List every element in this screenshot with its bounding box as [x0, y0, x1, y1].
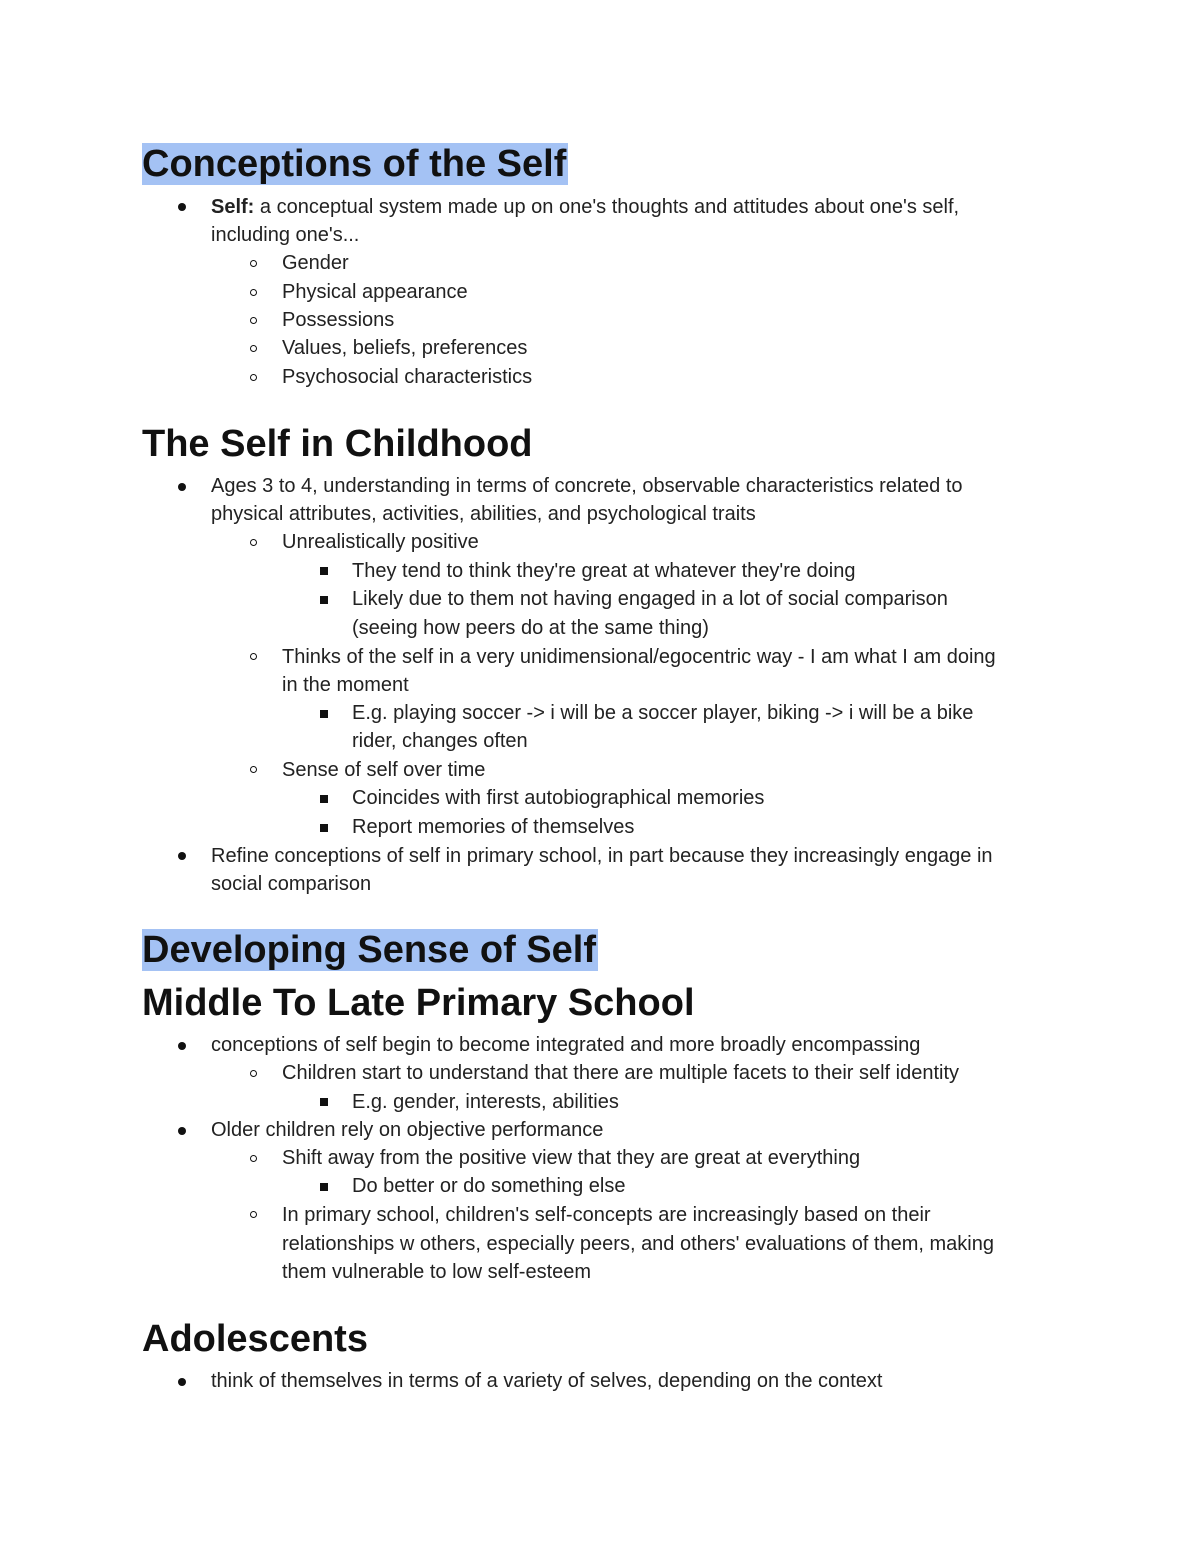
bullet-disc [178, 852, 186, 860]
bullet-disc [178, 1127, 186, 1135]
list-item-continuation: them vulnerable to low self-esteem [282, 1261, 592, 1283]
subheading-middle-to-late-primary: Middle To Late Primary School [142, 982, 695, 1024]
bullet-square [320, 795, 328, 803]
list-item-objective-performance: Older children rely on objective performance [211, 1119, 604, 1141]
list-item-ages: Ages 3 to 4, understanding in terms of concrete, observable characteristics related to [211, 475, 963, 497]
bullet-circle [250, 345, 257, 352]
list-item-conceptions-integrated: conceptions of self begin to become integrated and more broadly encompassing [211, 1034, 921, 1056]
list-item-sense-over-time: Sense of self over time [282, 759, 486, 781]
list-item-possessions: Possessions [282, 309, 395, 331]
list-item-values: Values, beliefs, preferences [282, 337, 528, 359]
list-item-do-better: Do better or do something else [352, 1175, 626, 1197]
list-item-refine: Refine conceptions of self in primary school, in part because they increasingly engage in [211, 845, 993, 867]
list-item-report-memories: Report memories of themselves [352, 816, 635, 838]
bullet-circle [250, 260, 257, 267]
bullet-square [320, 710, 328, 718]
bullet-circle [250, 289, 257, 296]
heading-developing-sense-of-self: Developing Sense of Self [142, 929, 596, 971]
heading-conceptions-of-the-self: Conceptions of the Self [142, 143, 567, 185]
list-item-likely-due: Likely due to them not having engaged in a lot of social comparison [352, 588, 948, 610]
list-item-unrealistically-positive: Unrealistically positive [282, 531, 479, 553]
list-item-multiple-facets: Children start to understand that there are multiple facets to their self identity [282, 1062, 960, 1084]
list-item-variety-of-selves: think of themselves in terms of a variety of selves, depending on the context [211, 1370, 883, 1392]
heading-self-in-childhood: The Self in Childhood [142, 423, 533, 465]
bullet-square [320, 1183, 328, 1191]
list-item-gender: Gender [282, 252, 349, 274]
bullet-circle [250, 766, 257, 773]
bullet-square [320, 567, 328, 575]
bullet-circle [250, 1155, 257, 1162]
list-item-gender-interests: E.g. gender, interests, abilities [352, 1091, 619, 1113]
list-item-primary-school-self-concepts: In primary school, children's self-concepts are increasingly based on their [282, 1204, 931, 1226]
bullet-circle [250, 374, 257, 381]
heading-adolescents: Adolescents [142, 1318, 368, 1360]
bullet-square [320, 1098, 328, 1106]
list-item-coincides: Coincides with first autobiographical memories [352, 787, 765, 809]
list-item-continuation: in the moment [282, 674, 409, 696]
list-item-self-definition: Self: a conceptual system made up on one's thoughts and attitudes about one's self, [211, 196, 960, 218]
bullet-circle [250, 1211, 257, 1218]
list-item-continuation: including one's... [211, 224, 360, 246]
list-item-continuation: social comparison [211, 873, 372, 895]
list-item-continuation: rider, changes often [352, 730, 528, 752]
bullet-circle [250, 653, 257, 660]
list-item-unidimensional: Thinks of the self in a very unidimensional/egocentric way - I am what I am doing [282, 646, 996, 668]
bullet-disc [178, 1378, 186, 1386]
list-item-soccer-example: E.g. playing soccer -> i will be a soccer player, biking -> i will be a bike [352, 702, 974, 724]
list-item-continuation: (seeing how peers do at the same thing) [352, 617, 709, 639]
bullet-disc [178, 203, 186, 211]
list-item-psychosocial: Psychosocial characteristics [282, 366, 533, 388]
bullet-disc [178, 1042, 186, 1050]
bullet-circle [250, 1070, 257, 1077]
list-item-continuation: physical attributes, activities, abilities, and psychological traits [211, 503, 756, 525]
list-item-physical-appearance: Physical appearance [282, 281, 468, 303]
list-item-shift-away: Shift away from the positive view that they are great at everything [282, 1147, 861, 1169]
bullet-square [320, 596, 328, 604]
bullet-square [320, 824, 328, 832]
bullet-circle [250, 317, 257, 324]
list-item-continuation: relationships w others, especially peers, and others' evaluations of them, making [282, 1233, 994, 1255]
bullet-disc [178, 483, 186, 491]
bullet-circle [250, 539, 257, 546]
list-item-tend-to-think: They tend to think they're great at whatever they're doing [352, 560, 856, 582]
